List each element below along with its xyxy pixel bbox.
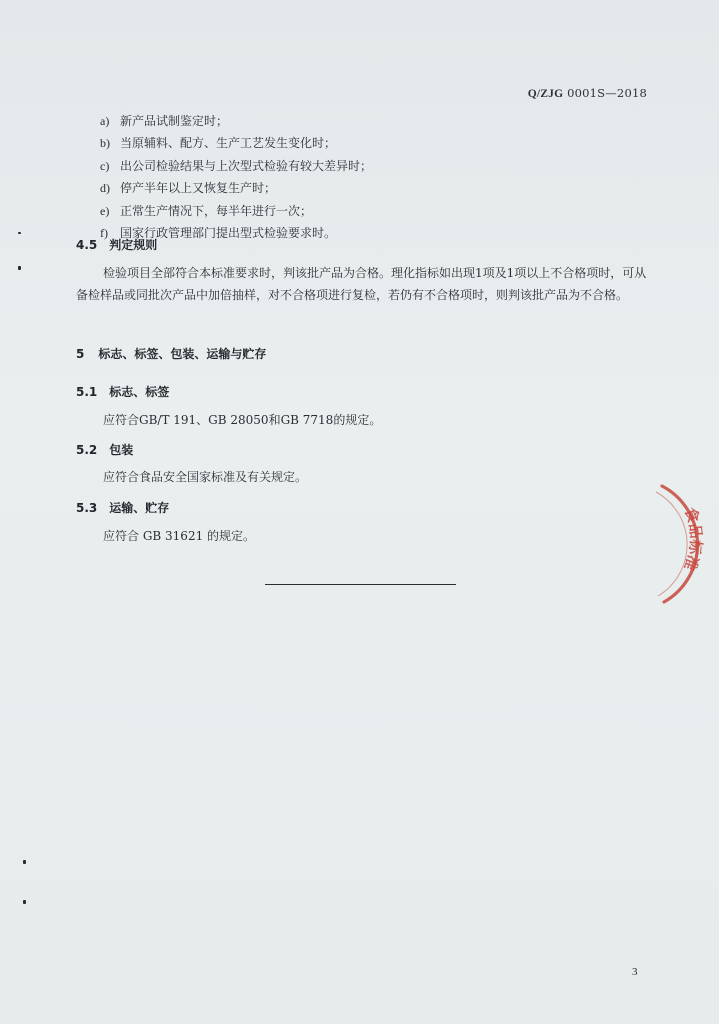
section-5-3-body: 应符合 GB 31621 的规定。 xyxy=(103,529,256,543)
scan-speck xyxy=(18,266,21,270)
scan-speck xyxy=(23,900,26,904)
list-item: f) 国家行政管理部门提出型式检验要求时。 xyxy=(100,225,337,240)
section-4-5-body: 检验项目全部符合本标准要求时，判该批产品为合格。理化指标如出现1项及1项以上不合格项时，可从备检样品或同批次产品中加倍抽样，对不合格项进行复检，若仍有不合格项时，则判该批产品为不合格。 xyxy=(76,266,647,302)
page-number: 3 xyxy=(632,966,638,978)
section-5-1-heading: 5.1 标志、标签 xyxy=(76,385,170,399)
company-seal-stamp xyxy=(620,478,719,610)
list-item: c) 出公司检验结果与上次型式检验有较大差异时； xyxy=(100,158,373,173)
list-item: b) 当原辅料、配方、生产工艺发生变化时； xyxy=(100,136,337,151)
list-item: d) 停产半年以上又恢复生产时； xyxy=(100,181,277,196)
inspection-condition-list xyxy=(100,110,372,244)
list-item: e) 正常生产情况下，每半年进行一次； xyxy=(100,203,313,218)
standard-code: Q/ZJG xyxy=(527,88,564,100)
scan-speck xyxy=(18,232,21,234)
section-5-2-body: 应符合食品安全国家标准及有关规定。 xyxy=(103,470,308,484)
section-5-heading: 5 标志、标签、包装、运输与贮存 xyxy=(76,347,267,361)
section-5-1-body: 应符合GB/T 191、GB 28050和GB 7718的规定。 xyxy=(103,413,382,427)
svg-text:食品标准 xyxy=(669,502,713,574)
standard-number: 0001S—2018 xyxy=(567,86,647,100)
section-4-5-heading: 4.5 判定规则 xyxy=(76,238,158,252)
end-rule xyxy=(265,584,456,585)
list-item: a) 新产品试制鉴定时； xyxy=(100,114,229,128)
section-5-2-heading: 5.2 包装 xyxy=(76,443,134,457)
seal-text: 食品标准 xyxy=(680,505,706,574)
scan-speck xyxy=(23,860,26,864)
standard-code-header xyxy=(528,86,647,100)
section-5-3-heading: 5.3 运输、贮存 xyxy=(76,501,170,515)
